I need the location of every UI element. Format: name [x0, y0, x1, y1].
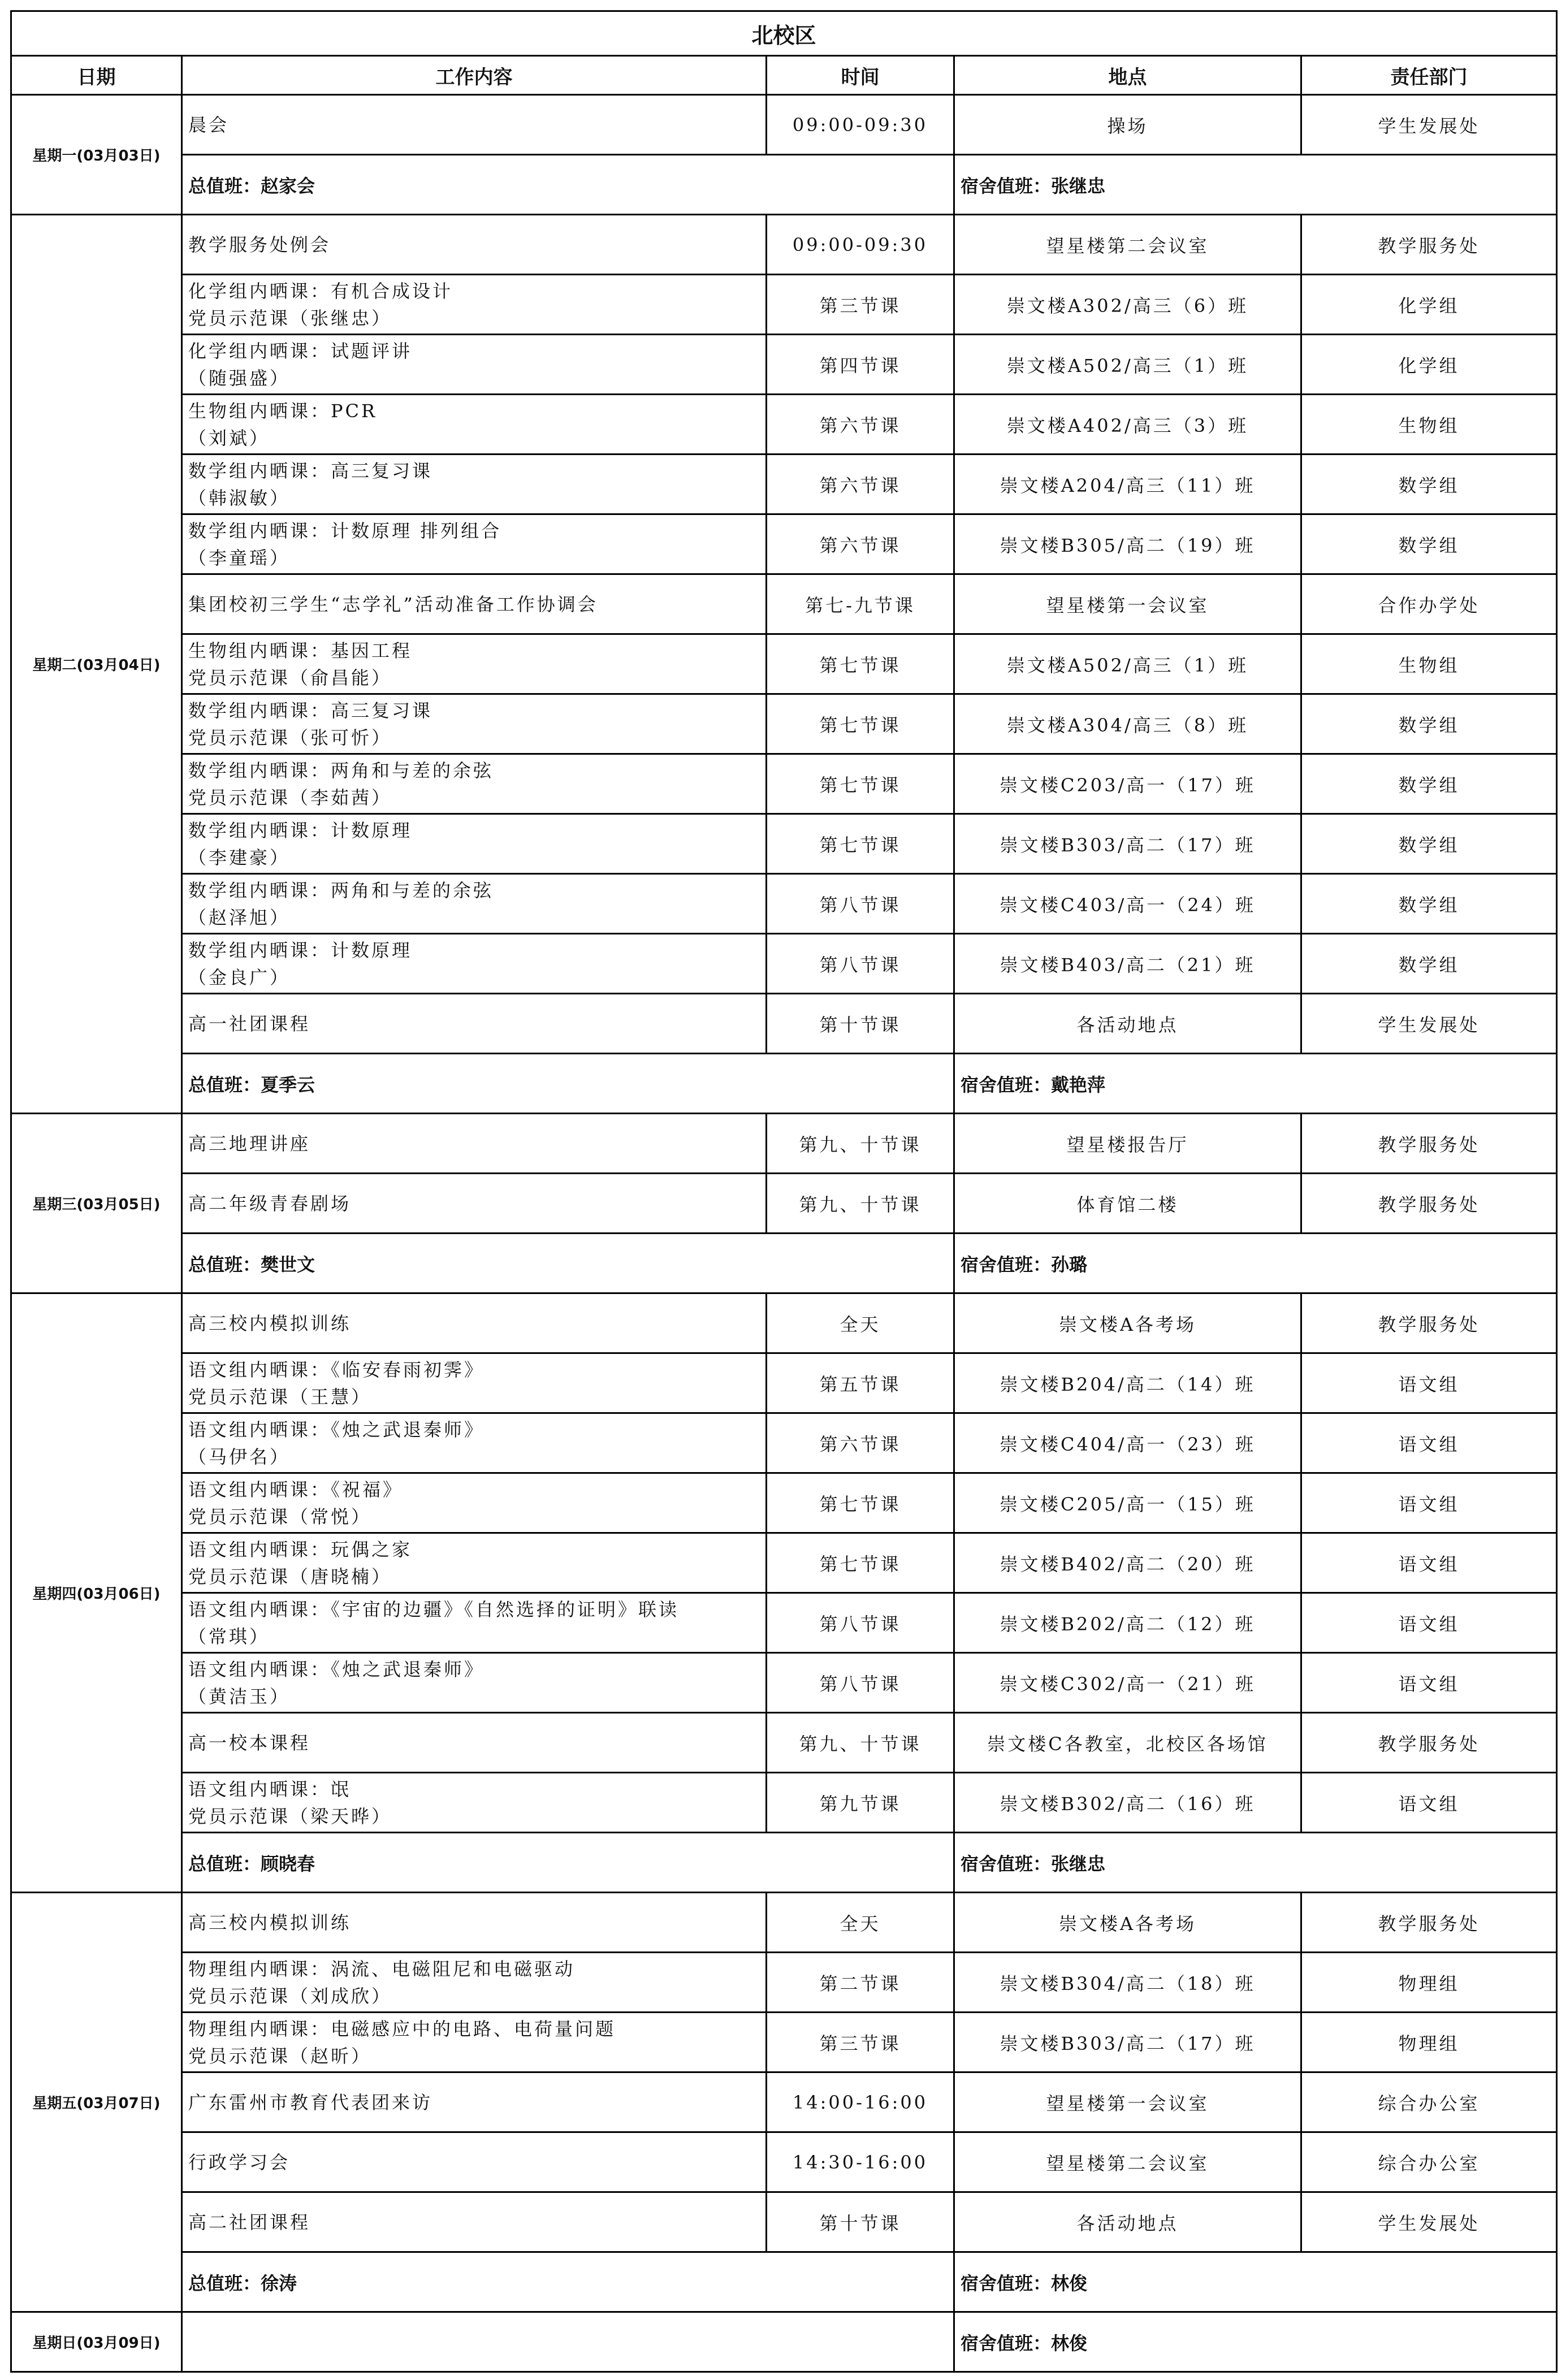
event-subtitle: （李童瑶）	[188, 547, 291, 569]
event-subtitle: 党员示范课（刘成欣）	[188, 1985, 392, 2007]
event-content	[182, 1353, 767, 1413]
event-content	[182, 934, 767, 994]
event-content	[182, 1473, 767, 1533]
event-row	[11, 874, 1557, 934]
day-label: 星期二(03月04日)	[11, 215, 182, 1114]
event-time: 第九、十节课	[767, 1713, 954, 1773]
event-subtitle: （马伊名）	[188, 1446, 291, 1468]
event-row	[11, 1473, 1557, 1533]
event-content	[182, 2013, 767, 2072]
event-dept: 教学服务处	[1301, 1293, 1557, 1353]
event-dept: 学生发展处	[1301, 994, 1557, 1054]
event-title: 生物组内晒课：PCR	[188, 400, 378, 422]
event-row	[11, 275, 1557, 335]
event-place: 崇文楼C205/高一（15）班	[954, 1473, 1301, 1533]
event-content	[182, 1593, 767, 1653]
event-dept: 数学组	[1301, 754, 1557, 814]
event-row	[11, 95, 1557, 155]
event-title: 物理组内晒课：涡流、电磁阻尼和电磁驱动	[188, 1958, 576, 1980]
duty-row	[11, 2252, 1557, 2312]
event-content	[182, 994, 767, 1054]
event-row	[11, 814, 1557, 874]
event-subtitle: （随强盛）	[188, 367, 291, 389]
event-dept: 综合办公室	[1301, 2132, 1557, 2192]
event-place: 崇文楼B304/高二（18）班	[954, 1953, 1301, 2013]
event-dept: 生物组	[1301, 395, 1557, 455]
event-row	[11, 574, 1557, 634]
event-time: 第三节课	[767, 275, 954, 335]
event-time: 第六节课	[767, 395, 954, 455]
event-time: 第十节课	[767, 2192, 954, 2252]
event-dept: 语文组	[1301, 1473, 1557, 1533]
event-subtitle: （李建豪）	[188, 846, 291, 868]
event-content	[182, 1653, 767, 1713]
event-subtitle: 党员示范课（张可忻）	[188, 726, 392, 748]
event-place: 崇文楼B305/高二（19）班	[954, 514, 1301, 574]
event-subtitle: （赵泽旭）	[188, 906, 291, 928]
event-content	[182, 1953, 767, 2013]
event-time: 第六节课	[767, 455, 954, 514]
event-place: 崇文楼C各教室，北校区各场馆	[954, 1713, 1301, 1773]
event-title: 数学组内晒课：高三复习课	[188, 699, 433, 721]
event-row	[11, 1653, 1557, 1713]
day-label: 星期日(03月09日)	[11, 2312, 182, 2372]
event-row	[11, 1773, 1557, 1833]
event-dept: 数学组	[1301, 694, 1557, 754]
dorm-duty: 宿舍值班：林俊	[954, 2252, 1557, 2312]
event-content	[182, 754, 767, 814]
event-subtitle: （黄洁玉）	[188, 1685, 291, 1707]
event-title: 化学组内晒课：有机合成设计	[188, 280, 453, 302]
event-time: 09:00-09:30	[767, 215, 954, 275]
event-time: 全天	[767, 1893, 954, 1953]
event-content	[182, 814, 767, 874]
dorm-duty: 宿舍值班：张继忠	[954, 1833, 1557, 1893]
event-row	[11, 1593, 1557, 1653]
event-place: 崇文楼A302/高三（6）班	[954, 275, 1301, 335]
event-time: 第三节课	[767, 2013, 954, 2072]
event-content	[182, 574, 767, 634]
event-dept: 化学组	[1301, 275, 1557, 335]
event-subtitle: 党员示范课（王慧）	[188, 1386, 372, 1408]
general-duty: 总值班：樊世文	[182, 1234, 954, 1293]
event-place: 崇文楼A各考场	[954, 1293, 1301, 1353]
event-content	[182, 694, 767, 754]
event-place: 崇文楼B202/高二（12）班	[954, 1593, 1301, 1653]
event-row	[11, 754, 1557, 814]
event-subtitle: 党员示范课（俞昌能）	[188, 667, 392, 689]
event-row	[11, 634, 1557, 694]
event-content	[182, 1293, 767, 1353]
event-subtitle: 党员示范课（常悦）	[188, 1505, 372, 1527]
event-place: 崇文楼C203/高一（17）班	[954, 754, 1301, 814]
event-place: 望星楼第二会议室	[954, 215, 1301, 275]
event-time: 第七-九节课	[767, 574, 954, 634]
dorm-duty: 宿舍值班：林俊	[954, 2312, 1557, 2372]
event-content	[182, 395, 767, 455]
event-content	[182, 1114, 767, 1174]
event-place: 操场	[954, 95, 1301, 155]
event-row	[11, 1114, 1557, 1174]
event-time: 第七节课	[767, 634, 954, 694]
general-duty	[182, 2312, 954, 2372]
event-title: 语文组内晒课：《祝福》	[188, 1478, 404, 1500]
event-time: 第二节课	[767, 1953, 954, 2013]
event-row	[11, 1953, 1557, 2013]
event-row	[11, 1293, 1557, 1353]
general-duty: 总值班：夏季云	[182, 1054, 954, 1114]
event-row	[11, 514, 1557, 574]
event-title: 广东雷州市教育代表团来访	[188, 2091, 433, 2113]
event-title: 高二社团课程	[188, 2211, 311, 2233]
event-title: 数学组内晒课：计数原理	[188, 819, 413, 841]
event-row	[11, 994, 1557, 1054]
event-dept: 综合办公室	[1301, 2072, 1557, 2132]
event-dept: 教学服务处	[1301, 1114, 1557, 1174]
schedule-sheet	[10, 10, 1556, 2373]
event-title: 高三校内模拟训练	[188, 1312, 352, 1334]
event-dept: 教学服务处	[1301, 1893, 1557, 1953]
event-time: 第四节课	[767, 335, 954, 395]
event-row	[11, 2072, 1557, 2132]
event-title: 语文组内晒课：《烛之武退秦师》	[188, 1418, 485, 1440]
event-title: 化学组内晒课：试题评讲	[188, 340, 413, 362]
event-title: 语文组内晒课：《临安春雨初霁》	[188, 1358, 485, 1381]
event-dept: 教学服务处	[1301, 1713, 1557, 1773]
event-title: 高三校内模拟训练	[188, 1911, 352, 1933]
event-content	[182, 2072, 767, 2132]
event-row	[11, 934, 1557, 994]
duty-row	[11, 1054, 1557, 1114]
event-content	[182, 874, 767, 934]
header-content: 工作内容	[182, 56, 767, 95]
event-place: 崇文楼C302/高一（21）班	[954, 1653, 1301, 1713]
event-place: 崇文楼B204/高二（14）班	[954, 1353, 1301, 1413]
event-place: 崇文楼A204/高三（11）班	[954, 455, 1301, 514]
general-duty: 总值班：徐涛	[182, 2252, 954, 2312]
event-time: 09:00-09:30	[767, 95, 954, 155]
event-time: 第七节课	[767, 754, 954, 814]
event-dept: 化学组	[1301, 335, 1557, 395]
event-title: 高二年级青春剧场	[188, 1192, 352, 1214]
event-dept: 语文组	[1301, 1353, 1557, 1413]
event-content	[182, 95, 767, 155]
event-place: 崇文楼B302/高二（16）班	[954, 1773, 1301, 1833]
event-subtitle: （金良广）	[188, 966, 291, 988]
event-row	[11, 1353, 1557, 1413]
event-row	[11, 2013, 1557, 2072]
event-time: 第八节课	[767, 1653, 954, 1713]
event-content	[182, 1893, 767, 1953]
event-dept: 合作办学处	[1301, 574, 1557, 634]
event-subtitle: 党员示范课（唐晓楠）	[188, 1565, 392, 1587]
event-time: 第七节课	[767, 694, 954, 754]
event-subtitle: 党员示范课（李茹茜）	[188, 786, 392, 808]
dorm-duty: 宿舍值班：孙璐	[954, 1234, 1557, 1293]
event-subtitle: （韩淑敏）	[188, 487, 291, 509]
event-time: 第六节课	[767, 1413, 954, 1473]
event-dept: 数学组	[1301, 934, 1557, 994]
event-title: 行政学习会	[188, 2151, 291, 2173]
day-label: 星期三(03月05日)	[11, 1114, 182, 1293]
event-content	[182, 514, 767, 574]
event-title: 数学组内晒课：两角和与差的余弦	[188, 879, 494, 901]
event-subtitle: （刘斌）	[188, 427, 270, 449]
event-title: 高一校本课程	[188, 1732, 311, 1754]
day-label: 星期一(03月03日)	[11, 95, 182, 215]
general-duty: 总值班：赵家会	[182, 155, 954, 215]
event-place: 崇文楼B403/高二（21）班	[954, 934, 1301, 994]
event-title: 晨会	[188, 114, 230, 136]
event-dept: 数学组	[1301, 814, 1557, 874]
event-time: 第六节课	[767, 514, 954, 574]
event-content	[182, 1713, 767, 1773]
event-time: 第九节课	[767, 1773, 954, 1833]
event-subtitle: 党员示范课（张继忠）	[188, 307, 392, 329]
event-time: 第九、十节课	[767, 1114, 954, 1174]
dorm-duty: 宿舍值班：戴艳萍	[954, 1054, 1557, 1114]
event-row	[11, 694, 1557, 754]
day-label: 星期五(03月07日)	[11, 1893, 182, 2312]
event-title: 语文组内晒课：氓	[188, 1778, 352, 1800]
event-content	[182, 1773, 767, 1833]
event-time: 第八节课	[767, 934, 954, 994]
event-title: 物理组内晒课：电磁感应中的电路、电荷量问题	[188, 2018, 616, 2040]
event-dept: 语文组	[1301, 1773, 1557, 1833]
event-time: 第五节课	[767, 1353, 954, 1413]
event-dept: 数学组	[1301, 514, 1557, 574]
event-time: 第十节课	[767, 994, 954, 1054]
header-dept: 责任部门	[1301, 56, 1557, 95]
event-title: 数学组内晒课：计数原理	[188, 939, 413, 961]
event-dept: 数学组	[1301, 874, 1557, 934]
event-place: 崇文楼A304/高三（8）班	[954, 694, 1301, 754]
event-row	[11, 1893, 1557, 1953]
event-title: 数学组内晒课：高三复习课	[188, 460, 433, 482]
event-place: 崇文楼C403/高一（24）班	[954, 874, 1301, 934]
event-dept: 语文组	[1301, 1653, 1557, 1713]
event-place: 崇文楼A各考场	[954, 1893, 1301, 1953]
event-content	[182, 215, 767, 275]
event-title: 教学服务处例会	[188, 233, 331, 256]
duty-row	[11, 2312, 1557, 2372]
event-place: 崇文楼A502/高三（1）班	[954, 335, 1301, 395]
event-place: 崇文楼A502/高三（1）班	[954, 634, 1301, 694]
event-content	[182, 335, 767, 395]
event-title: 数学组内晒课：计数原理 排列组合	[188, 520, 502, 542]
event-place: 崇文楼A402/高三（3）班	[954, 395, 1301, 455]
event-place: 体育馆二楼	[954, 1174, 1301, 1234]
event-title: 高一社团课程	[188, 1012, 311, 1035]
event-place: 崇文楼B303/高二（17）班	[954, 2013, 1301, 2072]
event-time: 第七节课	[767, 1473, 954, 1533]
event-dept: 语文组	[1301, 1413, 1557, 1473]
event-subtitle: 党员示范课（赵昕）	[188, 2045, 372, 2067]
event-time: 14:00-16:00	[767, 2072, 954, 2132]
day-label: 星期四(03月06日)	[11, 1293, 182, 1893]
duty-row	[11, 1833, 1557, 1893]
event-place: 望星楼第一会议室	[954, 574, 1301, 634]
event-title: 语文组内晒课：玩偶之家	[188, 1538, 413, 1560]
event-time: 全天	[767, 1293, 954, 1353]
schedule-table	[10, 10, 1558, 2373]
event-row	[11, 1174, 1557, 1234]
event-row	[11, 1533, 1557, 1593]
event-place: 崇文楼B303/高二（17）班	[954, 814, 1301, 874]
event-row	[11, 1713, 1557, 1773]
event-content	[182, 2132, 767, 2192]
event-content	[182, 634, 767, 694]
event-title: 集团校初三学生“志学礼”活动准备工作协调会	[188, 593, 598, 615]
event-row	[11, 215, 1557, 275]
event-content	[182, 1533, 767, 1593]
event-row	[11, 2192, 1557, 2252]
event-dept: 学生发展处	[1301, 95, 1557, 155]
event-row	[11, 395, 1557, 455]
event-content	[182, 275, 767, 335]
event-dept: 学生发展处	[1301, 2192, 1557, 2252]
event-place: 望星楼第二会议室	[954, 2132, 1301, 2192]
event-time: 14:30-16:00	[767, 2132, 954, 2192]
event-place: 望星楼第一会议室	[954, 2072, 1301, 2132]
event-subtitle: 党员示范课（梁天晔）	[188, 1805, 392, 1827]
event-dept: 教学服务处	[1301, 1174, 1557, 1234]
event-dept: 物理组	[1301, 1953, 1557, 2013]
event-content	[182, 455, 767, 514]
event-place: 崇文楼C404/高一（23）班	[954, 1413, 1301, 1473]
event-row	[11, 2132, 1557, 2192]
event-dept: 数学组	[1301, 455, 1557, 514]
header-time: 时间	[767, 56, 954, 95]
event-place: 各活动地点	[954, 994, 1301, 1054]
duty-row	[11, 155, 1557, 215]
event-dept: 物理组	[1301, 2013, 1557, 2072]
event-content	[182, 1174, 767, 1234]
event-place: 望星楼报告厅	[954, 1114, 1301, 1174]
event-title: 语文组内晒课：《烛之武退秦师》	[188, 1658, 485, 1680]
event-row	[11, 455, 1557, 514]
event-row	[11, 335, 1557, 395]
event-dept: 语文组	[1301, 1533, 1557, 1593]
event-dept: 生物组	[1301, 634, 1557, 694]
event-title: 数学组内晒课：两角和与差的余弦	[188, 759, 494, 781]
event-time: 第九、十节课	[767, 1174, 954, 1234]
header-place: 地点	[954, 56, 1301, 95]
event-dept: 语文组	[1301, 1593, 1557, 1653]
event-subtitle: （常琪）	[188, 1625, 270, 1647]
event-time: 第七节课	[767, 1533, 954, 1593]
event-title: 生物组内晒课：基因工程	[188, 639, 413, 661]
event-content	[182, 2192, 767, 2252]
event-time: 第八节课	[767, 1593, 954, 1653]
general-duty: 总值班：顾晓春	[182, 1833, 954, 1893]
dorm-duty: 宿舍值班：张继忠	[954, 155, 1557, 215]
event-row	[11, 1413, 1557, 1473]
event-title: 语文组内晒课：《宇宙的边疆》《自然选择的证明》联读	[188, 1598, 680, 1620]
event-title: 高三地理讲座	[188, 1132, 311, 1154]
campus-title: 北校区	[11, 11, 1557, 56]
event-dept: 教学服务处	[1301, 215, 1557, 275]
event-time: 第八节课	[767, 874, 954, 934]
event-place: 崇文楼B402/高二（20）班	[954, 1533, 1301, 1593]
header-date: 日期	[11, 56, 182, 95]
event-time: 第七节课	[767, 814, 954, 874]
duty-row	[11, 1234, 1557, 1293]
event-content	[182, 1413, 767, 1473]
event-place: 各活动地点	[954, 2192, 1301, 2252]
